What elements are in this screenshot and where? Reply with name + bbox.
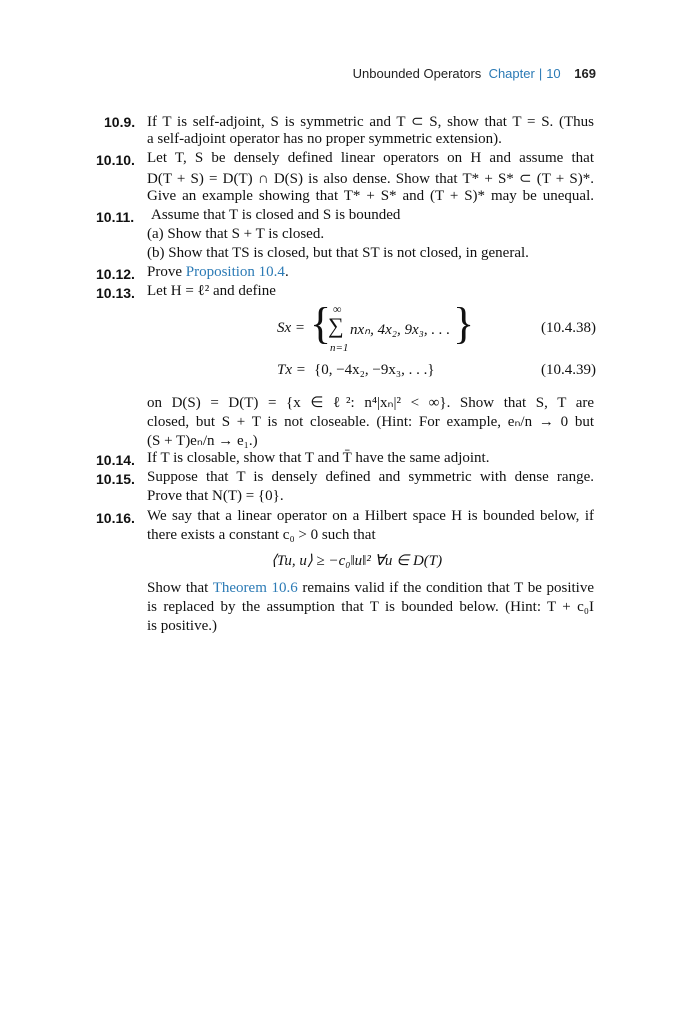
- equation-lhs: Tx =: [277, 362, 306, 378]
- exercise-line: We say that a linear operator on a Hilbert space H is bounded below, if: [147, 508, 594, 524]
- exercise-number: 10.16.: [96, 510, 135, 526]
- equation-body: nxₙ, 4x₂, 9x₃, . . .: [350, 322, 451, 338]
- exercise-line: [147, 264, 289, 281]
- exercise-number: 10.14.: [96, 452, 135, 468]
- proposition-link[interactable]: Proposition 10.4: [185, 264, 285, 280]
- exercise-number: 10.10.: [96, 152, 135, 168]
- chapter-label: Chapter: [488, 66, 535, 81]
- exercise-line: a self-adjoint operator has no proper symmetric extension).: [147, 131, 502, 147]
- exercise-line: on D(S) = D(T) = {x ∈ ℓ²: n⁴|xₙ|² < ∞}. Show that S, T are: [147, 395, 594, 411]
- exercise-number: 10.15.: [96, 471, 135, 487]
- exercise-number: 10.12.: [96, 266, 135, 282]
- exercise-part-a: (a) Show that S + T is closed.: [147, 226, 325, 242]
- exercise-part-b: (b) Show that TS is closed, but that ST is not closed, in general.: [147, 245, 529, 261]
- sum-lower-limit: n=1: [330, 342, 349, 354]
- exercise-text: remains valid if the condition that T be positive: [302, 580, 595, 596]
- right-brace: }: [453, 299, 475, 348]
- exercise-line: Suppose that T is densely defined and symmetric with dense range.: [147, 469, 594, 485]
- exercise-line: (S + T)eₙ/n → e₁.): [147, 433, 258, 449]
- equation-body: {0, −4x₂, −9x₃, . . .}: [314, 362, 435, 378]
- running-title: Unbounded Operators: [352, 66, 482, 81]
- running-header: [353, 66, 596, 81]
- equation-label: (10.4.38): [541, 320, 596, 336]
- exercise-line: Prove that N(T) = {0}.: [147, 488, 284, 504]
- exercise-line: closed, but S + T is not closeable. (Hint: For example, eₙ/n → 0 but: [147, 414, 594, 430]
- exercise-line: Assume that T is closed and S is bounded: [151, 207, 401, 223]
- exercise-number: 10.9.: [104, 114, 136, 130]
- exercise-line: Let H = ℓ² and define: [147, 283, 276, 299]
- exercise-line: Let T, S be densely defined linear operators on H and assume that: [147, 150, 594, 166]
- exercise-text: Prove: [147, 264, 182, 280]
- exercise-number: 10.13.: [96, 285, 135, 301]
- equation-lhs: Sx =: [277, 320, 306, 336]
- equation-label: (10.4.39): [541, 362, 596, 378]
- exercise-line: If T is closable, show that T and T̄ have the same adjoint.: [147, 450, 490, 466]
- exercise-text: Show that: [147, 580, 209, 596]
- exercise-text: .: [284, 264, 289, 280]
- exercise-line: is replaced by the assumption that T is bounded below. (Hint: T + c₀I: [147, 599, 594, 615]
- exercise-line: there exists a constant c₀ > 0 such that: [147, 527, 376, 543]
- exercise-line: [147, 580, 594, 597]
- exercise-line: If T is self-adjoint, S is symmetric and T ⊂ S, show that T = S. (Thus: [147, 114, 594, 130]
- display-inequality: ⟨Tu, u⟩ ≥ −c₀‖u‖² ∀u ∈ D(T): [271, 553, 443, 569]
- exercise-line: is positive.): [147, 618, 217, 634]
- exercise-number: 10.11.: [96, 209, 135, 225]
- header-separator: |: [538, 66, 543, 81]
- left-brace: {: [310, 299, 332, 348]
- chapter-number: 10: [546, 66, 561, 81]
- sum-upper-limit: ∞: [333, 302, 342, 316]
- summation-sign: ∑: [328, 313, 344, 338]
- exercise-line: D(T + S) = D(T) ∩ D(S) is also dense. Show that T* + S* ⊂ (T + S)*.: [147, 171, 594, 187]
- exercise-line: Give an example showing that T* + S* and (T + S)* may be unequal.: [147, 188, 594, 204]
- theorem-link[interactable]: Theorem 10.6: [212, 580, 298, 596]
- page-number: 169: [574, 66, 596, 81]
